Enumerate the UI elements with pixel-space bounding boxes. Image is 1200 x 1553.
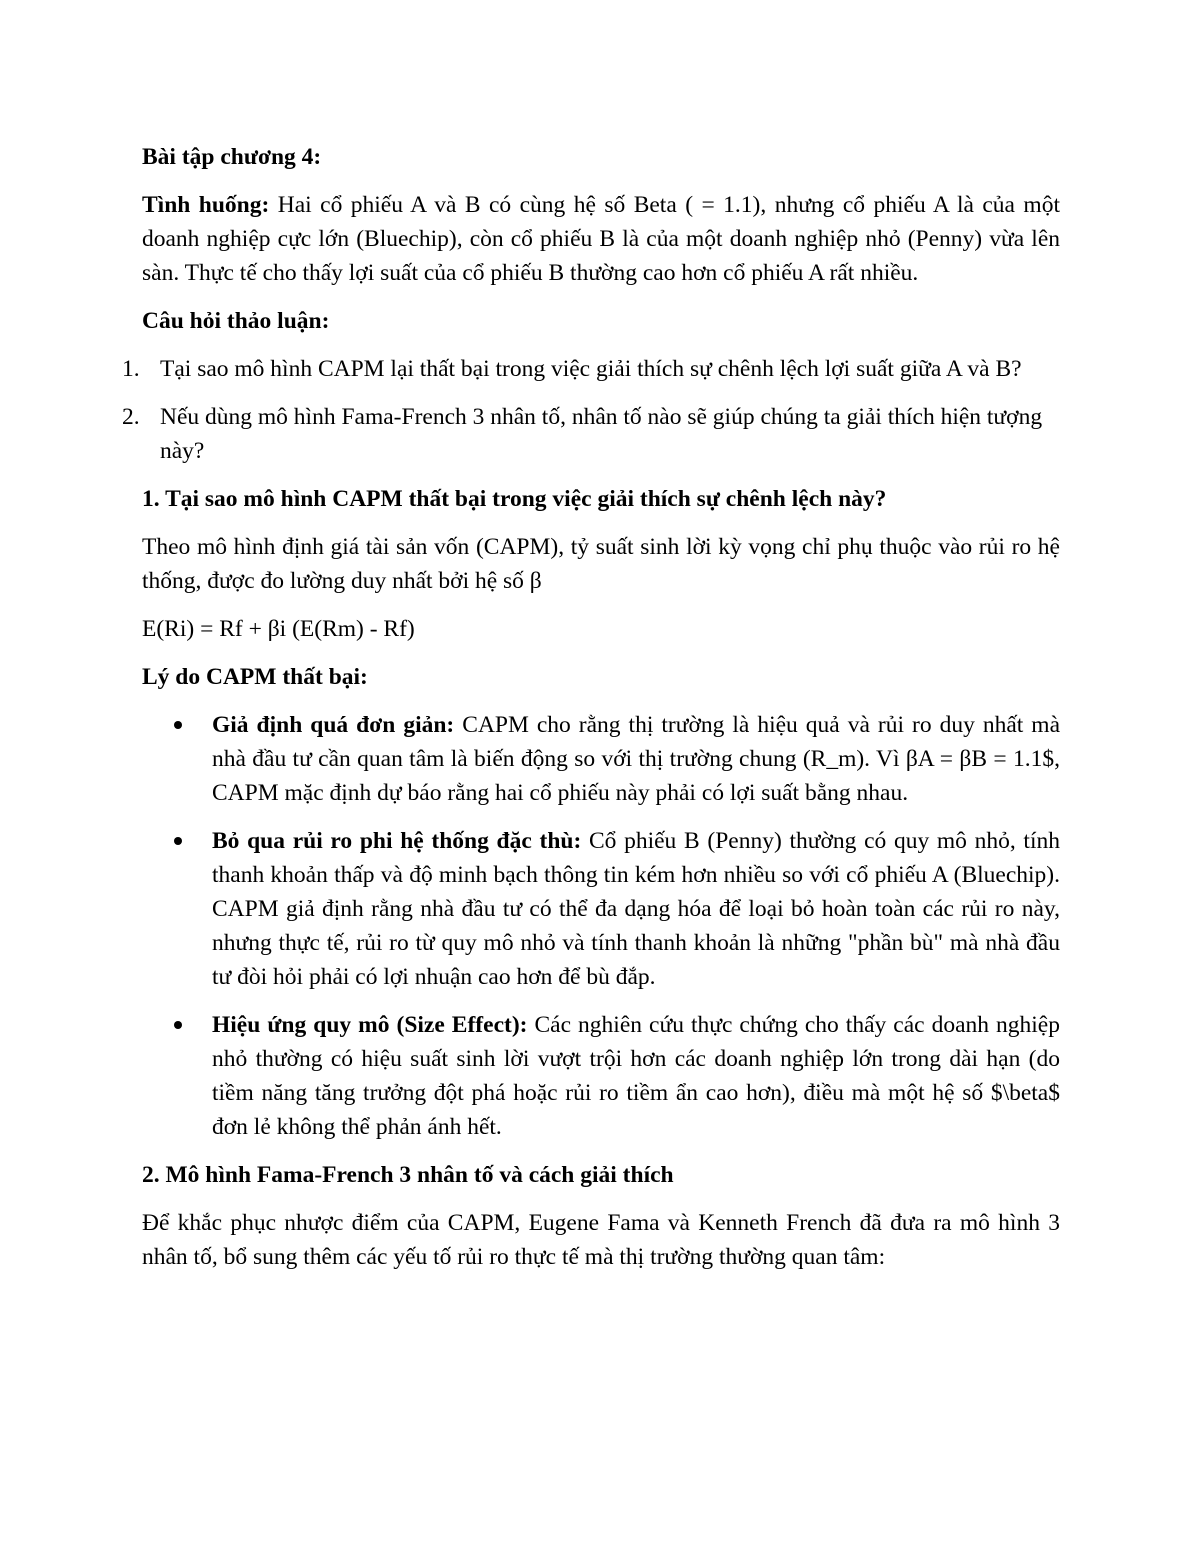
question-text: Nếu dùng mô hình Fama-French 3 nhân tố, nhân tố nào sẽ giúp chúng ta giải thích hiện tượng này? bbox=[160, 404, 1043, 464]
scenario-paragraph bbox=[142, 188, 1060, 290]
capm-formula: E(Ri) = Rf + βi (E(Rm) - Rf) bbox=[142, 616, 415, 642]
document-page bbox=[122, 140, 1060, 1288]
reason-label: Bỏ qua rủi ro phi hệ thống đặc thù: bbox=[212, 828, 582, 854]
reasons-title-text: Lý do CAPM thất bại: bbox=[142, 664, 368, 690]
reason-label: Hiệu ứng quy mô (Size Effect): bbox=[212, 1012, 528, 1038]
scenario-label: Tình huống: bbox=[142, 192, 270, 218]
question-item-1 bbox=[122, 352, 1060, 386]
scenario-text: Hai cổ phiếu A và B có cùng hệ số Beta ( = 1.1), nhưng cổ phiếu A là của một doanh nghiệp cực lớn (Bluechip), còn cổ phiếu B là của một doanh nghiệp nhỏ (Penny) vừa lên sàn. Thực tế cho thấy lợi suất của cổ phiếu B thường cao hơn cổ phiếu A rất nhiều. bbox=[142, 192, 1060, 286]
questions-title-text: Câu hỏi thảo luận: bbox=[142, 308, 330, 334]
reasons-title bbox=[142, 660, 1060, 694]
section2-title-text: 2. Mô hình Fama-French 3 nhân tố và cách giải thích bbox=[142, 1162, 674, 1188]
bullet-icon bbox=[174, 1021, 182, 1029]
reason-label: Giả định quá đơn giản: bbox=[212, 712, 455, 738]
reasons-list bbox=[142, 708, 1060, 1144]
question-number: 2. bbox=[122, 404, 140, 430]
question-text: Tại sao mô hình CAPM lại thất bại trong việc giải thích sự chênh lệch lợi suất giữa A và B? bbox=[160, 356, 1022, 382]
reason-text: Các nghiên cứu thực chứng cho thấy các doanh nghiệp nhỏ thường có hiệu suất sinh lời vượt trội hơn các doanh nghiệp lớn trong dài hạn (do tiềm năng tăng trưởng đột phá hoặc rủi ro tiềm ẩn cao hơn), điều mà một hệ số $\beta$ đơn lẻ không thể phản ánh hết. bbox=[212, 1012, 1060, 1140]
exercise-title bbox=[142, 140, 1060, 174]
bullet-icon bbox=[174, 721, 182, 729]
questions-title bbox=[142, 304, 1060, 338]
section1-title bbox=[142, 482, 1060, 516]
reason-text: CAPM cho rằng thị trường là hiệu quả và rủi ro duy nhất mà nhà đầu tư cần quan tâm là biến động so với thị trường chung (R_m). Vì βA = βB = 1.1$, CAPM mặc định dự báo rằng hai cổ phiếu này phải có lợi suất bằng nhau. bbox=[212, 712, 1060, 806]
reason-text: Cổ phiếu B (Penny) thường có quy mô nhỏ, tính thanh khoản thấp và độ minh bạch thông tin kém hơn nhiều so với cổ phiếu A (Bluechip). CAPM giả định rằng nhà đầu tư có thể đa dạng hóa để loại bỏ hoàn toàn các rủi ro này, nhưng thực tế, rủi ro từ quy mô nhỏ và tính thanh khoản là những "phần bù" mà nhà đầu tư đòi hỏi phải có lợi nhuận cao hơn để bù đắp. bbox=[212, 828, 1060, 990]
section1-title-text: 1. Tại sao mô hình CAPM thất bại trong việc giải thích sự chênh lệch này? bbox=[142, 486, 887, 512]
section1-intro: Theo mô hình định giá tài sản vốn (CAPM), tỷ suất sinh lời kỳ vọng chỉ phụ thuộc vào rủi ro hệ thống, được đo lường duy nhất bởi hệ số β bbox=[142, 534, 1060, 594]
section2-title bbox=[142, 1158, 1060, 1192]
exercise-title-text: Bài tập chương 4: bbox=[142, 144, 322, 170]
reason-item-1 bbox=[212, 708, 1060, 810]
reason-item-3 bbox=[212, 1008, 1060, 1144]
questions-list bbox=[122, 352, 1060, 468]
question-number: 1. bbox=[122, 356, 140, 382]
section2-intro: Để khắc phục nhược điểm của CAPM, Eugene Fama và Kenneth French đã đưa ra mô hình 3 nhân tố, bổ sung thêm các yếu tố rủi ro thực tế mà thị trường thường quan tâm: bbox=[142, 1210, 1060, 1270]
reason-item-2 bbox=[212, 824, 1060, 994]
question-item-2 bbox=[122, 400, 1060, 468]
bullet-icon bbox=[174, 837, 182, 845]
